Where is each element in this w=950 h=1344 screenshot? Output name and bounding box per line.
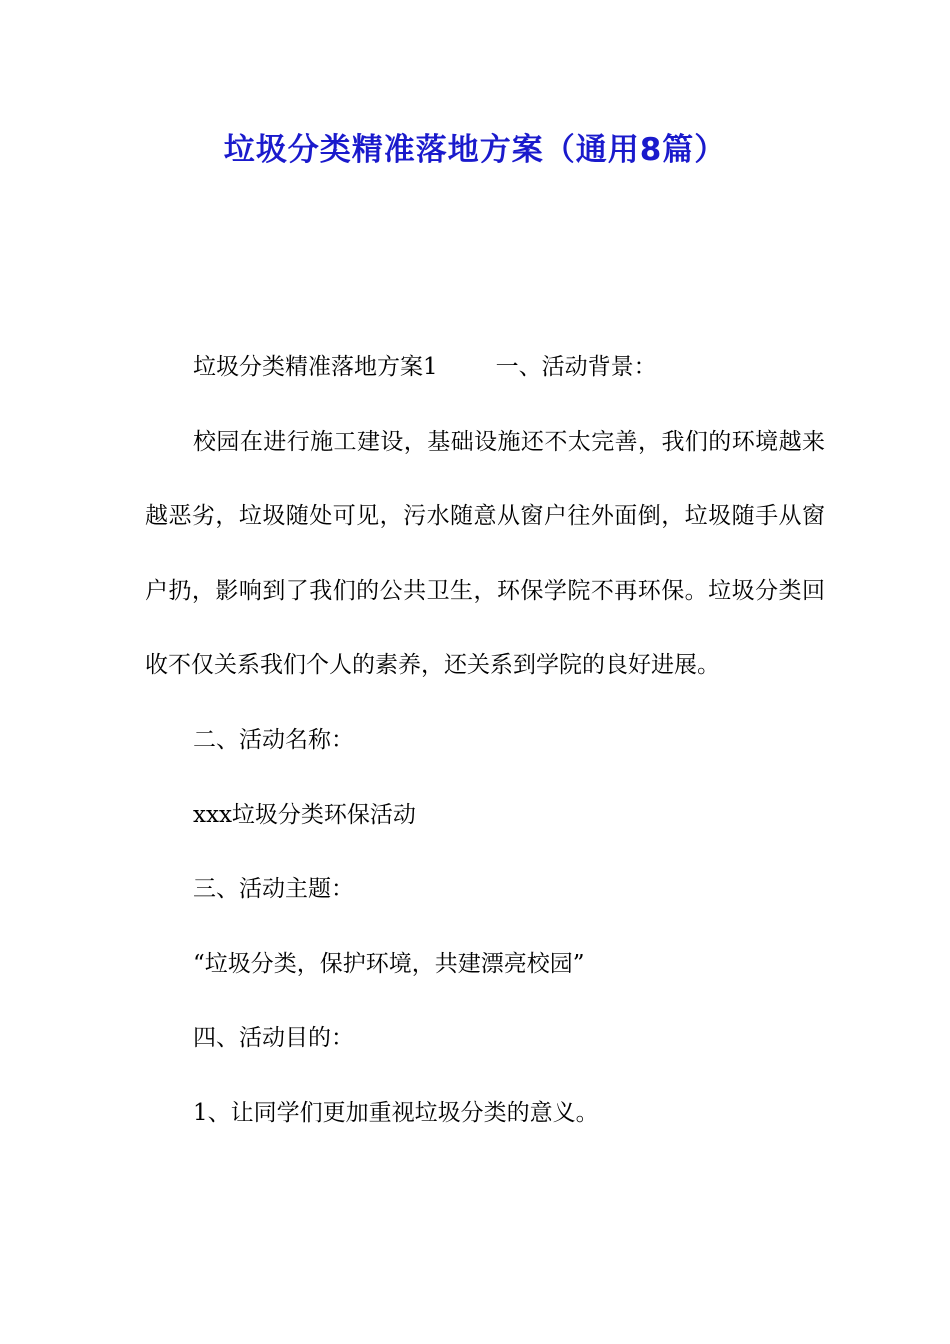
document-body — [145, 330, 825, 1151]
name-heading: 二、活动名称： — [193, 726, 354, 753]
purpose-heading: 四、活动目的： — [193, 1025, 354, 1052]
purpose-item: 1、让同学们更加重视垃圾分类的意义。 — [193, 1099, 599, 1126]
background-paragraph: 校园在进行施工建设，基础设施还不太完善，我们的环境越来越恶劣，垃圾随处可见，污水随意从窗户往外面倒，垃圾随手从窗户扔，影响到了我们的公共卫生，环保学院不再环保。垃圾分类回收不仅关系我们个人的素养，还关系到学院的良好进展。 — [145, 428, 825, 679]
section-heading: 垃圾分类精准落地方案1 — [193, 354, 438, 380]
theme-paragraph: “垃圾分类，保护环境，共建漂亮校园” — [193, 950, 585, 977]
name-paragraph: xxx垃圾分类环保活动 — [193, 801, 416, 828]
background-heading: 一、活动背景： — [495, 354, 657, 380]
document-title: 垃圾分类精准落地方案（通用8篇） — [223, 132, 727, 168]
theme-heading: 三、活动主题： — [193, 876, 354, 903]
section-heading-line — [145, 330, 825, 405]
